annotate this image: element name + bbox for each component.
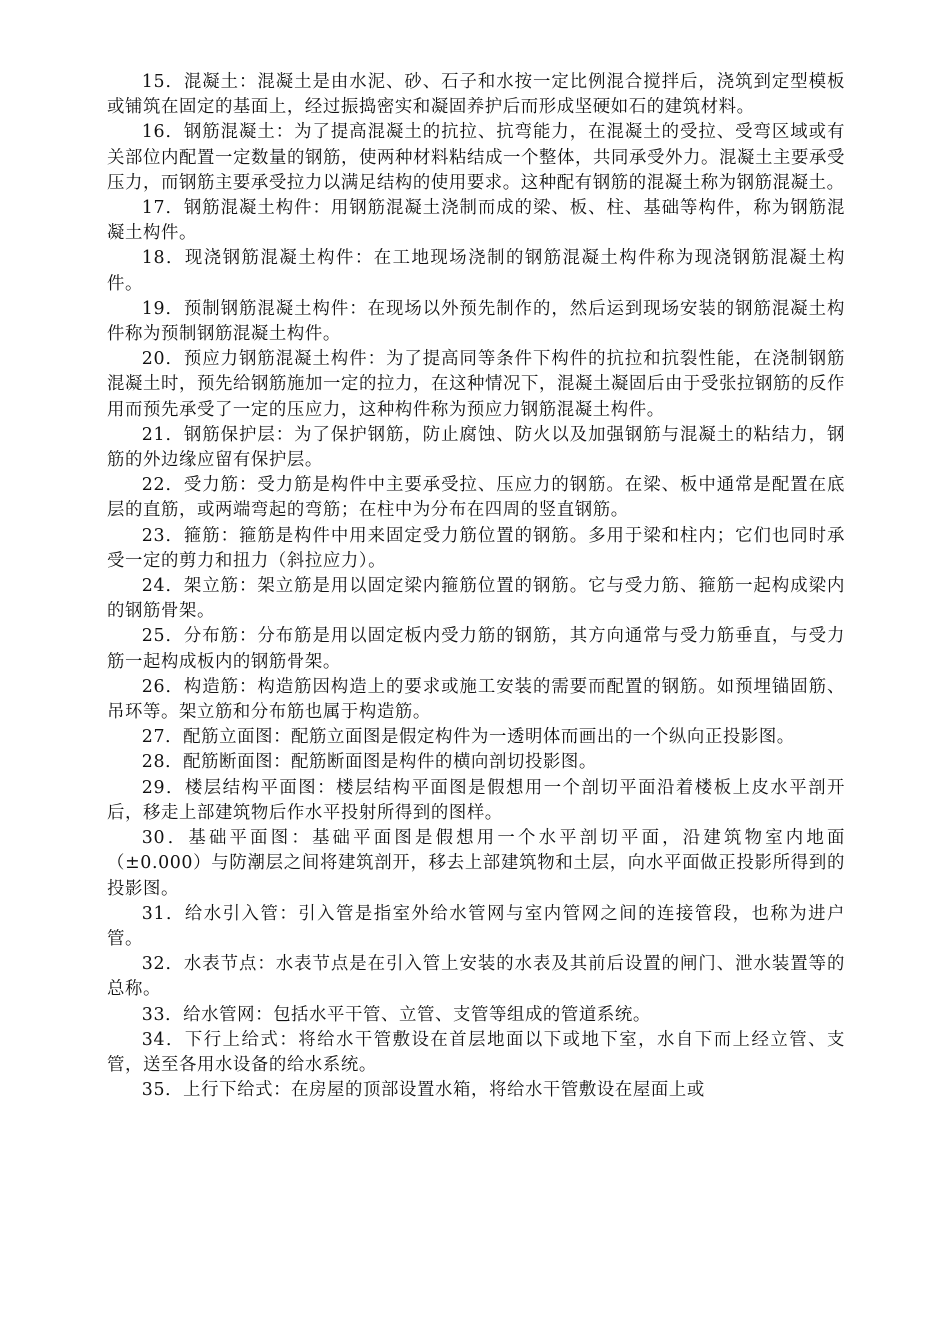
entry-19-precast-member: 19．预制钢筋混凝土构件：在现场以外预先制作的，然后运到现场安装的钢筋混凝土构件称为预制钢筋混凝土构件。 xyxy=(107,298,845,345)
entry-34-upfeed-system: 34．下行上给式：将给水干管敷设在首层地面以下或地下室，水自下而上经立管、支管，送至各用水设备的给水系统。 xyxy=(107,1029,845,1075)
entry-31-service-pipe: 31．给水引入管：引入管是指室外给水管网与室内管网之间的连接管段，也称为进户管。 xyxy=(107,903,845,949)
entry-16-reinforced-concrete: 16．钢筋混凝土：为了提高混凝土的抗拉、抗弯能力，在混凝土的受拉、受弯区域或有关部位内配置一定数量的钢筋，使两种材料粘结成一个整体，共同承受外力。混凝土主要承受压力，而钢筋主要承受拉力以满足结构的使用要求。这种配有钢筋的混凝土称为钢筋混凝土。 xyxy=(107,122,845,193)
entry-20-prestressed-member: 20．预应力钢筋混凝土构件：为了提高同等条件下构件的抗拉和抗裂性能，在浇制钢筋混凝土时，预先给钢筋施加一定的拉力，在这种情况下，混凝土凝固后由于受张拉钢筋的反作用而预先承受了一定的压应力，这种构件称为预应力钢筋混凝土构件。 xyxy=(107,349,845,420)
entry-21-concrete-cover: 21．钢筋保护层：为了保护钢筋，防止腐蚀、防火以及加强钢筋与混凝土的粘结力，钢筋的外边缘应留有保护层。 xyxy=(107,424,845,471)
entry-18-cast-in-place-member: 18．现浇钢筋混凝土构件：在工地现场浇制的钢筋混凝土构件称为现浇钢筋混凝土构件。 xyxy=(107,248,845,294)
entry-23-stirrup: 23．箍筋：箍筋是构件中用来固定受力筋位置的钢筋。多用于梁和柱内；它们也同时承受一定的剪力和扭力（斜拉应力）。 xyxy=(107,525,845,571)
entry-22-main-reinforcement: 22．受力筋：受力筋是构件中主要承受拉、压应力的钢筋。在梁、板中通常是配置在底层的直筋，或两端弯起的弯筋；在柱中为分布在四周的竖直钢筋。 xyxy=(107,475,845,521)
entry-32-water-meter-node: 32．水表节点：水表节点是在引入管上安装的水表及其前后设置的闸门、泄水装置等的总称。 xyxy=(107,954,845,1000)
entry-28-reinforcement-section: 28．配筋断面图：配筋断面图是构件的横向剖切投影图。 xyxy=(141,752,597,773)
entry-30-foundation-plan: 30．基础平面图：基础平面图是假想用一个水平剖切平面，沿建筑物室内地面（±0.000）与防潮层之间将建筑剖开，移去上部建筑物和土层，向水平面做正投影所得到的投影图。 xyxy=(107,828,845,899)
document-body xyxy=(107,70,845,1103)
entry-29-floor-structure-plan: 29．楼层结构平面图：楼层结构平面图是假想用一个剖切平面沿着楼板上皮水平剖开后，移走上部建筑物后作水平投射所得到的图样。 xyxy=(107,777,845,823)
entry-27-reinforcement-elevation: 27．配筋立面图：配筋立面图是假定构件为一透明体而画出的一个纵向正投影图。 xyxy=(141,727,795,748)
entry-33-water-supply-network: 33．给水管网：包括水平干管、立管、支管等组成的管道系统。 xyxy=(141,1004,651,1025)
entry-15-concrete: 15．混凝土：混凝土是由水泥、砂、石子和水按一定比例混合搅拌后，浇筑到定型模板或铺筑在固定的基面上，经过振捣密实和凝固养护后而形成坚硬如石的建筑材料。 xyxy=(107,72,845,118)
entry-17-rc-member: 17．钢筋混凝土构件：用钢筋混凝土浇制而成的梁、板、柱、基础等构件，称为钢筋混凝土构件。 xyxy=(107,198,845,244)
entry-26-constructional-bar: 26．构造筋：构造筋因构造上的要求或施工安装的需要而配置的钢筋。如预埋锚固筋、吊环等。架立筋和分布筋也属于构造筋。 xyxy=(107,676,845,723)
entry-24-erection-bar: 24．架立筋：架立筋是用以固定梁内箍筋位置的钢筋。它与受力筋、箍筋一起构成梁内的钢筋骨架。 xyxy=(107,576,845,622)
entry-25-distribution-bar: 25．分布筋：分布筋是用以固定板内受力筋的钢筋，其方向通常与受力筋垂直，与受力筋一起构成板内的钢筋骨架。 xyxy=(107,626,845,672)
entry-35-downfeed-system: 35．上行下给式：在房屋的顶部设置水箱，将给水干管敷设在屋面上或 xyxy=(141,1080,705,1101)
